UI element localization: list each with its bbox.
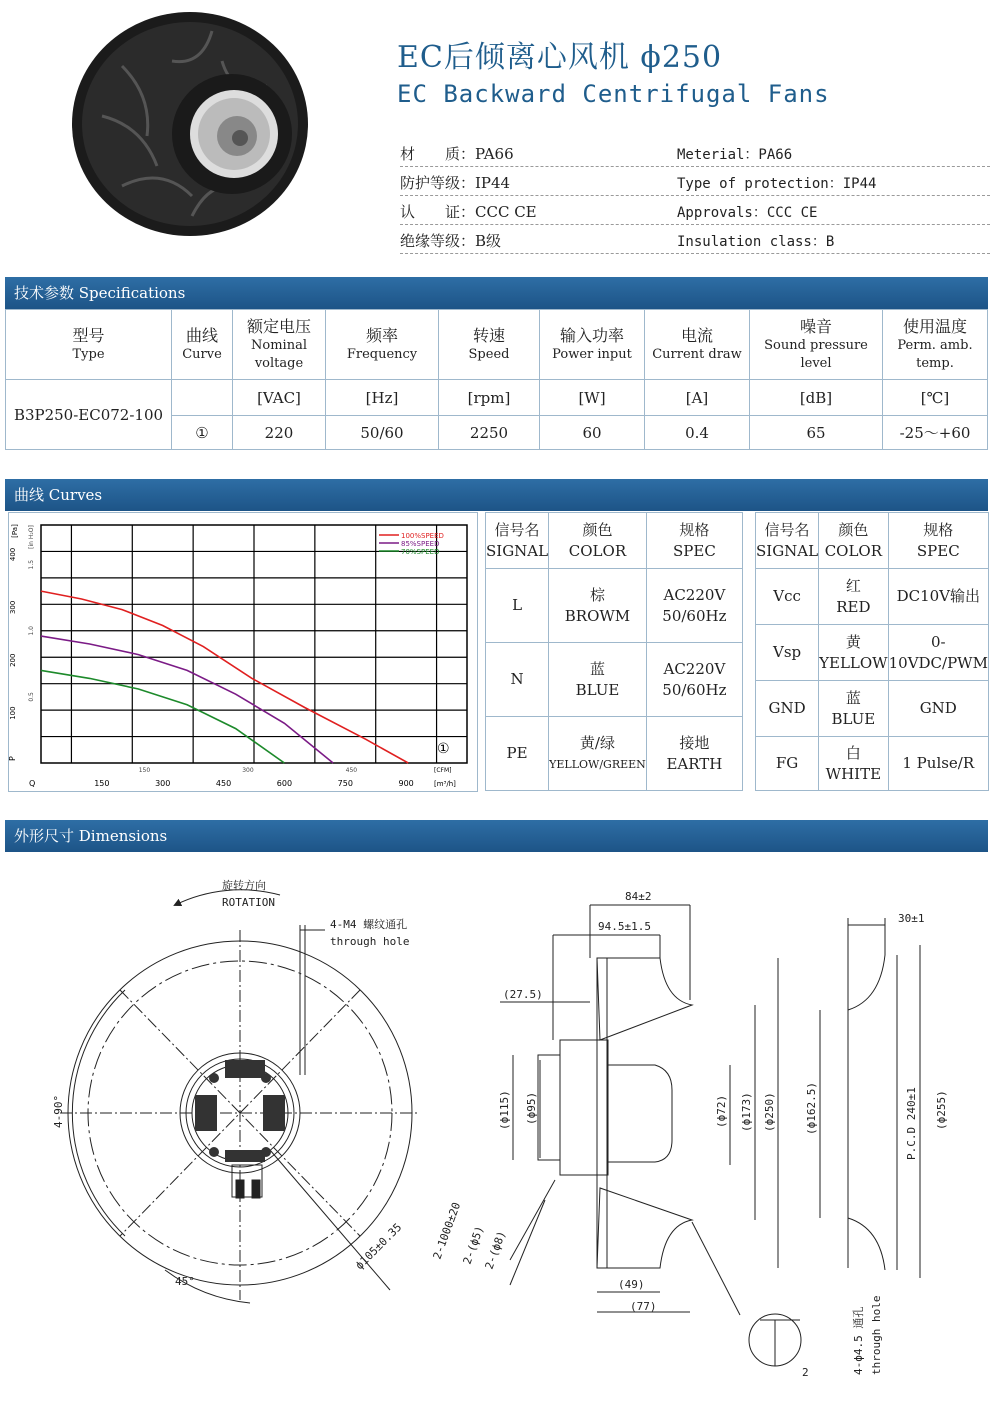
value-cell: 220 <box>233 416 326 450</box>
header-curve: 曲线 Curve <box>172 310 233 380</box>
x-axis-label-cfm: [CFM] <box>434 767 452 774</box>
sig-name: PE <box>486 717 549 791</box>
hole-label-cn: 4-M4 螺纹通孔 <box>330 918 408 931</box>
section-bar-specifications: 技术参数 Specifications <box>5 277 988 309</box>
sig-header: 规格 SPEC <box>646 513 742 569</box>
hole-label-en: through hole <box>330 935 410 948</box>
x-tick-label: 450 <box>215 779 232 788</box>
diameter-label: (ϕ250) <box>763 1092 776 1132</box>
rotation-label-cn: 旋转方向 <box>222 879 266 892</box>
unit-cell: [rpm] <box>439 380 540 416</box>
sig-row <box>486 569 743 643</box>
sig-row <box>756 681 989 737</box>
sig-color: 棕 BROWM <box>549 569 647 643</box>
property-row <box>400 167 990 196</box>
diameter-label: (ϕ162.5) <box>805 1082 818 1135</box>
model-cell: B3P250-EC072-100 <box>6 380 172 450</box>
inh2o-tick-label: 0.5 <box>28 692 35 702</box>
header-type: 型号 Type <box>6 310 172 380</box>
legend-label: 70%SPEED <box>401 548 440 556</box>
sig-name: L <box>486 569 549 643</box>
radius-label: 2 <box>802 1366 809 1379</box>
width-label: 84±2 <box>625 890 652 903</box>
sig-spec: 接地 EARTH <box>646 717 742 791</box>
x-tick-label: 600 <box>276 779 293 788</box>
sig-row <box>486 643 743 717</box>
cable-label: 2-(ϕ8) <box>482 1229 509 1272</box>
sig-spec: DC10V输出 <box>888 569 988 625</box>
sig-header-row <box>486 513 743 569</box>
header-voltage: 额定电压 Nominal voltage <box>233 310 326 380</box>
page-title-cn: EC后倾离心风机 ϕ250 <box>397 40 723 75</box>
width-label: (49) <box>618 1278 645 1291</box>
sig-name: Vsp <box>756 625 819 681</box>
diameter-label: ϕ105±0.35 <box>352 1220 405 1273</box>
value-cell: ① <box>172 416 233 450</box>
property-cn: 防护等级：IP44 <box>400 174 511 192</box>
sig-header: 颜色 COLOR <box>819 513 889 569</box>
spec-table <box>5 309 988 450</box>
sig-header: 信号名 SIGNAL <box>756 513 819 569</box>
cfm-tick-label: 450 <box>345 767 358 774</box>
cable-label: 2-1000±20 <box>430 1200 464 1262</box>
sig-spec: 0-10VDC/PWM <box>888 625 988 681</box>
q-axis-marker: Q <box>29 779 36 788</box>
unit-cell: [℃] <box>883 380 988 416</box>
sig-header: 信号名 SIGNAL <box>486 513 549 569</box>
width-label: (27.5) <box>503 988 543 1001</box>
value-cell: -25～+60 <box>883 416 988 450</box>
inh2o-tick-label: 1.5 <box>28 559 35 570</box>
sig-spec: AC220V 50/60Hz <box>646 643 742 717</box>
angle-label: 45° <box>175 1275 195 1288</box>
section-bar-dimensions: 外形尺寸 Dimensions <box>5 820 988 852</box>
angle-label: 4-90° <box>52 1094 65 1128</box>
chart-svg <box>9 513 477 791</box>
diameter-label: (ϕ115) <box>498 1090 511 1130</box>
cfm-tick-label: 300 <box>242 767 254 774</box>
x-axis-label: [m³/h] <box>434 780 456 788</box>
x-tick-label: 900 <box>398 779 414 788</box>
legend-label: 100%SPEED <box>401 532 444 540</box>
sig-spec: 1 Pulse/R <box>888 737 988 791</box>
header-current: 电流 Current draw <box>645 310 750 380</box>
sig-row <box>756 569 989 625</box>
legend-label: 85%SPEED <box>401 540 440 548</box>
property-row <box>400 138 990 167</box>
sig-color: 白 WHITE <box>819 737 889 791</box>
diameter-label: (ϕ255) <box>935 1090 948 1130</box>
property-en: Type of protection：IP44 <box>677 176 877 192</box>
p-axis-marker: P <box>8 756 17 761</box>
sig-color: 红 RED <box>819 569 889 625</box>
sig-name: FG <box>756 737 819 791</box>
unit-cell: [dB] <box>750 380 883 416</box>
width-label: (77) <box>630 1300 657 1313</box>
property-en: Insulation class：B <box>677 234 835 250</box>
property-row <box>400 196 990 225</box>
signal-table-power <box>485 512 743 791</box>
sig-name: Vcc <box>756 569 819 625</box>
diameter-label: (ϕ72) <box>715 1094 728 1128</box>
value-cell: 0.4 <box>645 416 750 450</box>
property-en: Approvals：CCC CE <box>677 205 818 221</box>
width-label: 94.5±1.5 <box>598 920 651 933</box>
property-row <box>400 225 990 254</box>
header-power: 输入功率 Power input <box>540 310 645 380</box>
sig-header: 颜色 COLOR <box>549 513 647 569</box>
sig-name: GND <box>756 681 819 737</box>
signal-table-control <box>755 512 989 791</box>
inh2o-tick-label: 1.0 <box>28 626 35 636</box>
y-axis-label: [Pa] <box>11 524 19 538</box>
rotation-label-en: ROTATION <box>222 896 275 909</box>
sig-row <box>486 717 743 791</box>
value-cell: 50/60 <box>326 416 439 450</box>
sig-color: 黄 YELLOW <box>819 625 889 681</box>
fan-product-image <box>62 6 312 256</box>
y-tick-label: 200 <box>9 653 17 667</box>
width-label: 30±1 <box>898 912 925 925</box>
sig-name: N <box>486 643 549 717</box>
property-cn: 绝缘等级：B级 <box>400 232 502 250</box>
sig-spec: GND <box>888 681 988 737</box>
page-title-en: EC Backward Centrifugal Fans <box>397 80 830 108</box>
cable-label: 2-(ϕ5) <box>460 1224 487 1267</box>
header-speed: 转速 Speed <box>439 310 540 380</box>
spec-units-row <box>6 380 988 416</box>
unit-cell: [VAC] <box>233 380 326 416</box>
sig-header-row <box>756 513 989 569</box>
y-axis-label-inh2o: [in H₂O] <box>28 525 35 549</box>
property-cn: 认 证：CCC CE <box>400 203 537 221</box>
header-temp: 使用温度 Perm. amb. temp. <box>883 310 988 380</box>
value-cell: 65 <box>750 416 883 450</box>
pcd-label: P.C.D 240±1 <box>905 1087 918 1160</box>
header-frequency: 频率 Frequency <box>326 310 439 380</box>
spec-header-row <box>6 310 988 380</box>
sig-header: 规格 SPEC <box>888 513 988 569</box>
performance-chart <box>8 512 478 792</box>
property-en: Meterial：PA66 <box>677 147 793 163</box>
x-tick-label: 300 <box>155 779 171 788</box>
x-tick-label: 750 <box>337 779 353 788</box>
hole-label-cn: 4-ϕ4.5 通孔 <box>852 1306 865 1375</box>
sig-color: 黄/绿 YELLOW/GREEN <box>549 717 647 791</box>
y-tick-label: 400 <box>9 547 17 562</box>
units-blank <box>172 380 233 416</box>
sig-spec: AC220V 50/60Hz <box>646 569 742 643</box>
property-cn: 材 质：PA66 <box>400 145 514 163</box>
unit-cell: [A] <box>645 380 750 416</box>
diameter-label: (ϕ95) <box>525 1091 538 1125</box>
sig-color: 蓝 BLUE <box>549 643 647 717</box>
unit-cell: [W] <box>540 380 645 416</box>
y-tick-label: 100 <box>9 706 17 720</box>
material-properties <box>400 138 990 254</box>
hole-label-en: through hole <box>870 1295 883 1375</box>
unit-cell: [Hz] <box>326 380 439 416</box>
value-cell: 2250 <box>439 416 540 450</box>
dimension-drawing <box>0 855 1000 1408</box>
sig-row <box>756 737 989 791</box>
section-bar-curves: 曲线 Curves <box>5 479 988 511</box>
cfm-tick-label: 150 <box>138 767 151 774</box>
header-sound: 噪音 Sound pressure level <box>750 310 883 380</box>
sig-row <box>756 625 989 681</box>
curve-number: ① <box>437 741 450 757</box>
x-tick-label: 150 <box>94 779 110 788</box>
y-tick-label: 300 <box>9 600 17 615</box>
diameter-label: (ϕ173) <box>740 1092 753 1132</box>
value-cell: 60 <box>540 416 645 450</box>
sig-color: 蓝 BLUE <box>819 681 889 737</box>
